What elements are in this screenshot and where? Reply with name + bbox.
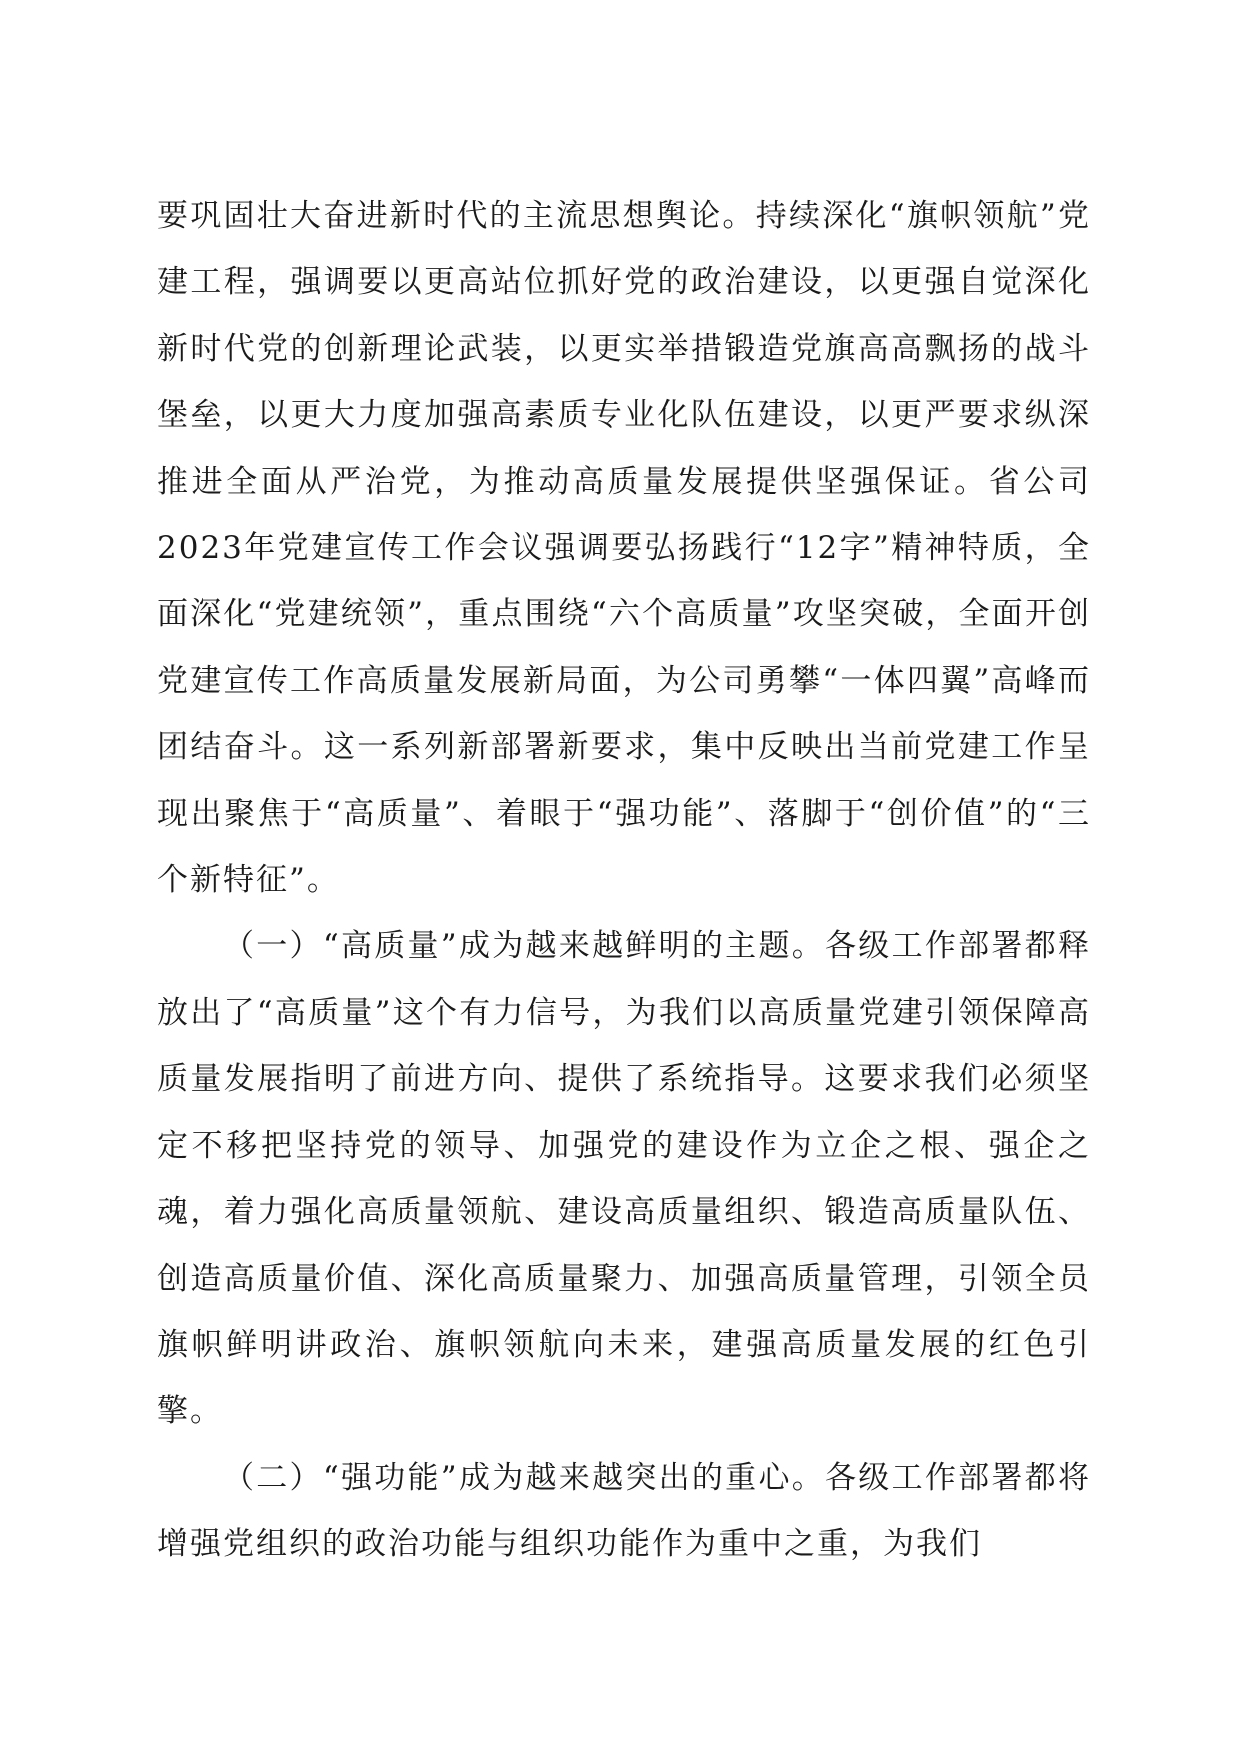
paragraph-section-2 [157, 1445, 1091, 1578]
paragraph-text: 要巩固壮大奋进新时代的主流思想舆论。持续深化“旗帜领航”党建工程，强调要以更高站位抓好党的政治建设，以更强自觉深化新时代党的创新理论武装，以更实举措锻造党旗高高飘扬的战斗堡垒，以更大力度加强高素质专业化队伍建设，以更严要求纵深推进全面从严治党，为推动高质量发展提供坚强保证。省公司2023年党建宣传工作会议强调要弘扬践行“12字”精神特质，全面深化“党建统领”，重点围绕“六个高质量”攻坚突破，全面开创党建宣传工作高质量发展新局面，为公司勇攀“一体四翼”高峰而团结奋斗。这一系列新部署新要求，集中反映出当前党建工作呈现出聚焦于“高质量”、着眼于“强功能”、落脚于“创价值”的“三个新特征”。 [157, 198, 1091, 899]
paragraph-section-1 [157, 913, 1091, 1444]
section-heading: （二）“强功能”成为越来越突出的重心。 [223, 1459, 826, 1496]
paragraph-text: 各级工作部署都将增强党组织的政治功能与组织功能作为重中之重，为我们 [157, 1459, 1091, 1563]
section-heading: （一）“高质量”成为越来越鲜明的主题。 [223, 928, 826, 965]
paragraph-text: 各级工作部署都释放出了“高质量”这个有力信号，为我们以高质量党建引领保障高质量发展指明了前进方向、提供了系统指导。这要求我们必须坚定不移把坚持党的领导、加强党的建设作为立企之根、强企之魂，着力强化高质量领航、建设高质量组织、锻造高质量队伍、创造高质量价值、深化高质量聚力、加强高质量管理，引领全员旗帜鲜明讲政治、旗帜领航向未来，建强高质量发展的红色引擎。 [157, 928, 1091, 1430]
paragraph-continuation [157, 183, 1091, 913]
document-body [157, 183, 1091, 1578]
